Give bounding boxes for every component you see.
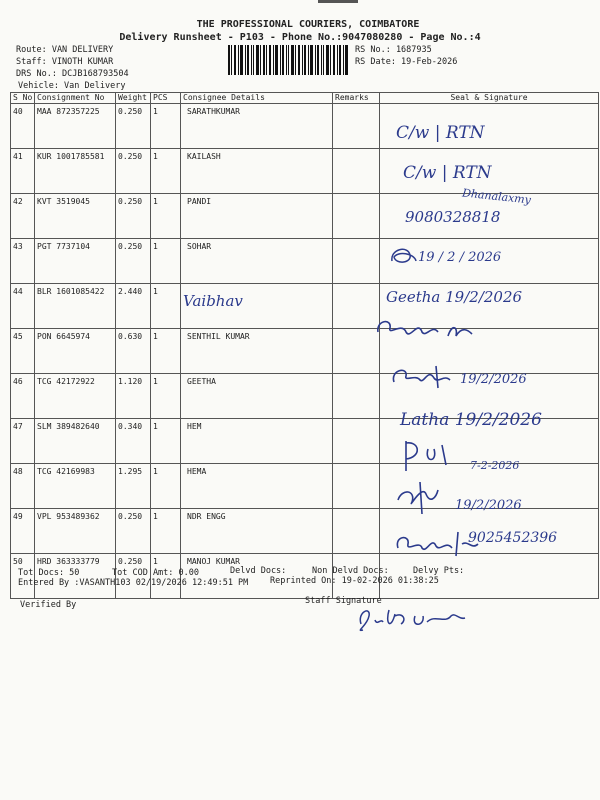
row46-handwriting-date: 19/2/2026 <box>460 372 527 387</box>
cell-weight: 0.340 <box>116 419 151 464</box>
cell-weight: 0.250 <box>116 239 151 284</box>
total-cod-amount: Tot COD Amt: 0.00 <box>112 568 199 578</box>
cell-remarks <box>333 464 380 509</box>
cell-consignment-no: TCG 42172922 <box>35 374 116 419</box>
route-label: Route: VAN DELIVERY <box>16 45 114 55</box>
row40-handwriting: C/w | RTN <box>396 123 485 143</box>
top-edge-mark <box>318 0 358 3</box>
runsheet-table <box>10 92 599 599</box>
cell-sno: 46 <box>11 374 35 419</box>
cell-weight: 1.295 <box>116 464 151 509</box>
cell-consignee: SENTHIL KUMAR <box>181 329 333 374</box>
table-row <box>11 329 599 374</box>
cell-weight: 0.250 <box>116 104 151 149</box>
company-title: THE PROFESSIONAL COURIERS, COIMBATORE <box>196 19 420 30</box>
cell-sno: 43 <box>11 239 35 284</box>
cell-weight: 0.250 <box>116 194 151 239</box>
drs-number: DRS No.: DCJB168793504 <box>16 69 129 79</box>
cell-pcs: 1 <box>151 284 181 329</box>
rs-number: RS No.: 1687935 <box>355 45 432 55</box>
row48-handwriting-date: 7-2-2026 <box>470 459 520 472</box>
row49-handwriting-date: 19/2/2026 <box>455 498 522 513</box>
row44-handwriting-consignee: Vaibhav <box>183 292 243 310</box>
cell-consignee: NDR ENGG <box>181 509 333 554</box>
col-header-pcs: PCS <box>151 93 181 104</box>
row42-handwriting-phone: 9080328818 <box>405 208 501 226</box>
row46-signature <box>386 360 466 390</box>
cell-sno: 48 <box>11 464 35 509</box>
row48-signature <box>398 437 458 473</box>
delivery-points: Delvy Pts: <box>413 566 465 576</box>
col-header-sno: S No <box>11 93 35 104</box>
row45-signature <box>372 312 492 344</box>
cell-weight: 0.630 <box>116 329 151 374</box>
staff-signature-label: Staff Signature <box>305 596 382 606</box>
cell-consignee: PANDI <box>181 194 333 239</box>
cell-consignment-no: PON 6645974 <box>35 329 116 374</box>
cell-consignment-no: KVT 3519045 <box>35 194 116 239</box>
cell-consignment-no: BLR 1601085422 <box>35 284 116 329</box>
cell-consignee: HEM <box>181 419 333 464</box>
row50-handwriting-phone: 9025452396 <box>468 530 558 546</box>
row42-handwriting-name: Dhanalaxmy <box>461 186 532 207</box>
cell-weight: 2.440 <box>116 284 151 329</box>
cell-sno: 41 <box>11 149 35 194</box>
col-header-remarks: Remarks <box>333 93 380 104</box>
cell-consignment-no: TCG 42169983 <box>35 464 116 509</box>
delivered-docs: Delvd Docs: <box>230 566 287 576</box>
cell-consignee: KAILASH <box>181 149 333 194</box>
vehicle-label: Vehicle: Van Delivery <box>18 81 126 91</box>
staff-signature <box>355 602 475 636</box>
cell-pcs: 1 <box>151 104 181 149</box>
entered-by: Entered By :VASANTH103 02/19/2026 12:49:51 PM <box>18 578 249 588</box>
row49-signature <box>392 480 442 516</box>
non-delivered-docs: Non Delvd Docs: <box>312 566 389 576</box>
cell-consignee: MANOJ KUMAR <box>181 554 333 599</box>
cell-consignee: SOHAR <box>181 239 333 284</box>
cell-pcs: 1 <box>151 239 181 284</box>
cell-consignment-no: MAA 872357225 <box>35 104 116 149</box>
row41-handwriting: C/w | RTN <box>403 163 492 183</box>
cell-pcs: 1 <box>151 194 181 239</box>
col-header-weight: Weight <box>116 93 151 104</box>
table-row <box>11 239 599 284</box>
total-docs: Tot Docs: 50 <box>18 568 80 578</box>
cell-weight: 0.250 <box>116 554 151 599</box>
cell-consignee: SARATHKUMAR <box>181 104 333 149</box>
cell-consignment-no: SLM 389482640 <box>35 419 116 464</box>
cell-remarks <box>333 149 380 194</box>
cell-remarks <box>333 194 380 239</box>
row47-handwriting: Latha 19/2/2026 <box>400 410 542 430</box>
rs-date: RS Date: 19-Feb-2026 <box>355 57 458 67</box>
cell-consignment-no: VPL 953489362 <box>35 509 116 554</box>
cell-remarks <box>333 104 380 149</box>
cell-pcs: 1 <box>151 419 181 464</box>
cell-pcs: 1 <box>151 374 181 419</box>
reprinted-on: Reprinted On: 19-02-2026 01:38:25 <box>270 576 439 586</box>
cell-remarks <box>333 239 380 284</box>
cell-remarks <box>333 509 380 554</box>
cell-pcs: 1 <box>151 554 181 599</box>
cell-remarks <box>333 374 380 419</box>
col-header-consignee: Consignee Details <box>181 93 333 104</box>
table-header-row <box>11 93 599 104</box>
cell-sno: 45 <box>11 329 35 374</box>
cell-weight: 0.250 <box>116 149 151 194</box>
staff-label: Staff: VINOTH KUMAR <box>16 57 114 67</box>
col-header-signature: Seal & Signature <box>380 93 599 104</box>
cell-sno: 40 <box>11 104 35 149</box>
col-header-consignment: Consignment No <box>35 93 116 104</box>
cell-consignment-no: HRD 363333779 <box>35 554 116 599</box>
cell-sno: 44 <box>11 284 35 329</box>
cell-weight: 0.250 <box>116 509 151 554</box>
barcode-image <box>228 45 348 75</box>
row43-handwriting-date: 19 / 2 / 2026 <box>418 250 502 265</box>
cell-remarks <box>333 419 380 464</box>
cell-pcs: 1 <box>151 149 181 194</box>
cell-consignee: GEETHA <box>181 374 333 419</box>
cell-sno: 50 <box>11 554 35 599</box>
cell-sno: 49 <box>11 509 35 554</box>
row44-handwriting: Geetha 19/2/2026 <box>386 288 523 306</box>
runsheet-title: Delivery Runsheet - P103 - Phone No.:9047080280 - Page No.:4 <box>119 32 481 43</box>
cell-consignee: HEMA <box>181 464 333 509</box>
cell-pcs: 1 <box>151 329 181 374</box>
table-row <box>11 149 599 194</box>
cell-consignment-no: KUR 1001785581 <box>35 149 116 194</box>
row43-signature <box>388 243 418 269</box>
verified-by-label: Verified By <box>20 600 77 610</box>
cell-weight: 1.120 <box>116 374 151 419</box>
cell-pcs: 1 <box>151 509 181 554</box>
cell-pcs: 1 <box>151 464 181 509</box>
cell-sno: 47 <box>11 419 35 464</box>
cell-sno: 42 <box>11 194 35 239</box>
cell-consignment-no: PGT 7737104 <box>35 239 116 284</box>
table-row <box>11 104 599 149</box>
